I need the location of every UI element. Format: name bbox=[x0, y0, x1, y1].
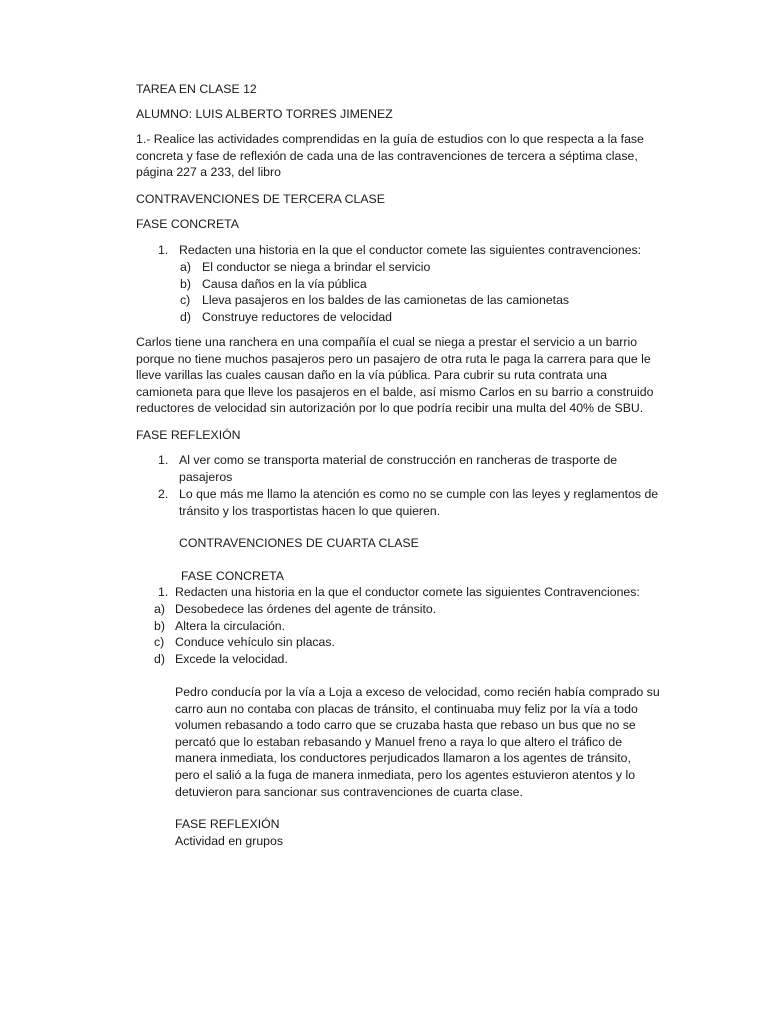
story-line: porque no tiene muchos pasajeros pero un pasajero de otra ruta le paga la carrera para que le bbox=[136, 351, 651, 366]
list-number: 1. bbox=[158, 585, 169, 599]
list-item bbox=[180, 292, 569, 309]
list-item-text: El conductor se niega a brindar el servicio bbox=[202, 260, 431, 274]
task-text: Redacten una historia en la que el conductor comete las siguientes Contravenciones: bbox=[175, 585, 640, 599]
reflection-line: pasajeros bbox=[179, 469, 233, 484]
list-item bbox=[180, 309, 569, 326]
instruction-paragraph bbox=[136, 131, 644, 181]
list-item-text: Desobedece las órdenes del agente de tránsito. bbox=[175, 602, 437, 616]
story-line: percató que lo estaban rebasando y Manuel freno a raya lo que altero el tráfico de bbox=[175, 734, 623, 749]
list-item bbox=[154, 618, 436, 635]
fourth-task-item bbox=[158, 584, 640, 601]
list-marker: d) bbox=[180, 309, 191, 324]
story-line: reductores de velocidad sin autorización por lo que podría recibir una multa del 40% de SBU. bbox=[136, 401, 644, 416]
instruction-line: 1.- Realice las actividades comprendidas en la guía de estudios con lo que respecta a la fase bbox=[136, 132, 644, 146]
document-title: TAREA EN CLASE 12 bbox=[136, 82, 257, 96]
third-task-item bbox=[158, 242, 641, 259]
list-item bbox=[180, 276, 569, 293]
fourth-reflection-heading: FASE REFLEXIÓN bbox=[175, 817, 280, 831]
list-marker: d) bbox=[154, 651, 165, 666]
fourth-contraventions-list bbox=[154, 601, 436, 667]
list-marker: a) bbox=[180, 260, 191, 274]
list-item bbox=[154, 651, 436, 668]
list-marker: b) bbox=[180, 276, 191, 291]
list-item-text: Altera la circulación. bbox=[175, 618, 286, 633]
student-name: ALUMNO: LUIS ALBERTO TORRES JIMENEZ bbox=[136, 107, 393, 121]
fourth-concrete-heading: FASE CONCRETA bbox=[181, 569, 284, 583]
fourth-story-paragraph bbox=[175, 684, 660, 800]
task-text: Redacten una historia en la que el conductor comete las siguientes contravenciones: bbox=[179, 243, 642, 257]
story-line: manera inmediata, los conductores perjudicados llamaron a los agentes de tránsito, bbox=[175, 751, 631, 766]
story-line: volumen rebasando a todo carro que se cruzaba hasta que rebaso un bus que no se bbox=[175, 718, 636, 733]
reflection-line: Al ver como se transporta material de construcción en rancheras de trasporte de bbox=[179, 453, 618, 467]
instruction-line: página 227 a 233, del libro bbox=[136, 165, 281, 180]
reflection-line: Lo que más me llamo la atención es como no se cumple con las leyes y reglamentos de bbox=[179, 487, 659, 501]
list-marker: c) bbox=[154, 635, 165, 650]
reflection-item bbox=[158, 486, 658, 519]
story-line: detuvieron para sancionar sus contravenciones de cuarta clase. bbox=[175, 784, 523, 799]
list-marker: b) bbox=[154, 618, 165, 633]
fourth-class-heading: CONTRAVENCIONES DE CUARTA CLASE bbox=[179, 536, 419, 550]
list-number: 2. bbox=[158, 487, 169, 501]
group-activity-text: Actividad en grupos bbox=[175, 834, 284, 848]
story-line: Pedro conducía por la vía a Loja a exceso de velocidad, como recién había comprado su bbox=[175, 685, 660, 699]
list-item-text: Construye reductores de velocidad bbox=[202, 309, 393, 324]
third-story-paragraph bbox=[136, 334, 653, 417]
story-line: camioneta para que lleve los pasajeros en el balde, así mismo Carlos en su barrio a construido bbox=[136, 384, 654, 399]
third-concrete-heading: FASE CONCRETA bbox=[136, 217, 239, 231]
list-number: 1. bbox=[158, 453, 169, 467]
list-marker: c) bbox=[180, 293, 191, 308]
reflection-item bbox=[158, 452, 617, 485]
list-item-text: Lleva pasajeros en los baldes de las camionetas de las camionetas bbox=[202, 293, 570, 308]
third-class-heading: CONTRAVENCIONES DE TERCERA CLASE bbox=[136, 192, 385, 206]
story-line: Carlos tiene una ranchera en una compañía el cual se niega a prestar el servicio a un barrio bbox=[136, 335, 638, 349]
instruction-line: concreta y fase de reflexión de cada una de las contravenciones de tercera a séptima clase, bbox=[136, 148, 638, 163]
list-marker: a) bbox=[154, 602, 165, 616]
story-line: pero el salió a la fuga de manera inmediata, pero los agentes estuvieron atentos y lo bbox=[175, 767, 636, 782]
list-item bbox=[154, 601, 436, 618]
story-line: lleve varillas las cuales causan daño en la vía pública. Para cubrir su ruta contrata una bbox=[136, 368, 607, 383]
list-item bbox=[154, 634, 436, 651]
story-line: carro aun no contaba con placas de tránsito, el continuaba muy feliz por la vía a todo bbox=[175, 701, 638, 716]
list-item-text: Causa daños en la vía pública bbox=[202, 276, 367, 291]
third-reflection-heading: FASE REFLEXIÓN bbox=[136, 428, 241, 442]
list-item-text: Conduce vehículo sin placas. bbox=[175, 635, 335, 650]
list-item bbox=[180, 259, 569, 276]
list-number: 1. bbox=[158, 243, 169, 257]
third-contraventions-list bbox=[180, 259, 569, 325]
reflection-line: tránsito y los trasportistas hacen lo que quieren. bbox=[179, 503, 441, 518]
list-item-text: Excede la velocidad. bbox=[175, 651, 288, 666]
